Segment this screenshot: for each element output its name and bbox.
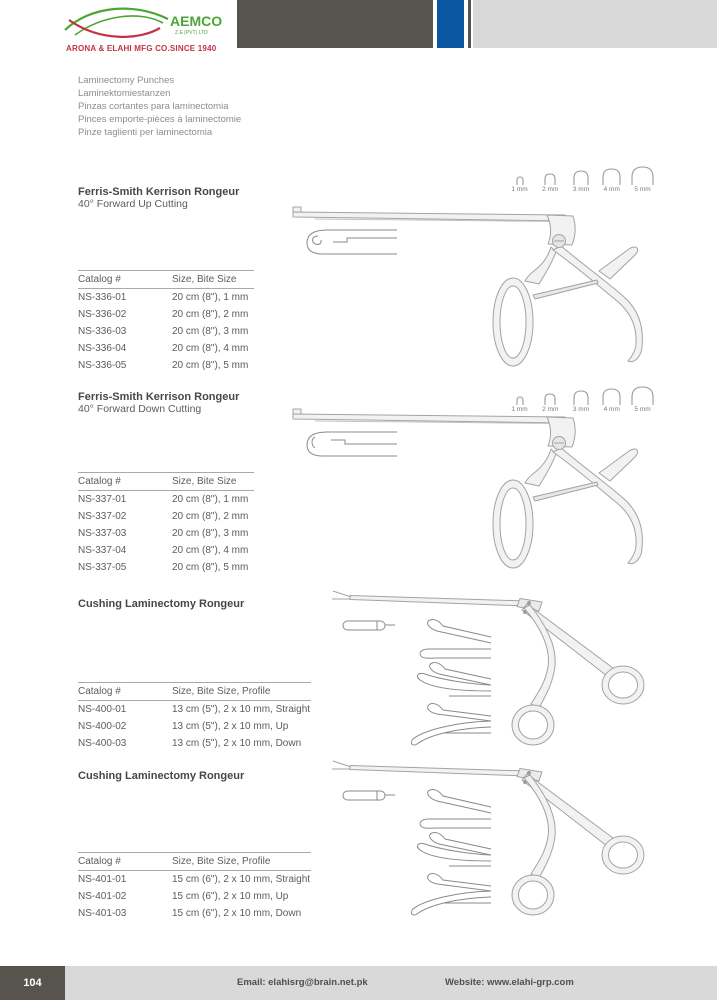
bite-size-label: 3 mm: [572, 186, 590, 193]
bite-size-4mm: [597, 168, 626, 193]
col-size: Size, Bite Size, Profile: [172, 686, 271, 697]
arch-icon: [631, 166, 654, 185]
arch-icon: [544, 173, 556, 185]
arch-icon: [573, 170, 589, 185]
arch-icon: [602, 168, 621, 185]
col-size: Size, Bite Size: [172, 274, 237, 285]
product-subtitle: 40° Forward Down Cutting: [78, 403, 202, 415]
table-header: [78, 852, 311, 871]
logo-subbrand-text: Z.E (PVT) LTD: [175, 30, 208, 36]
bite-size-label: 2 mm: [542, 406, 559, 413]
header-bar-dark: [237, 0, 433, 48]
bite-size-2mm: [536, 173, 565, 193]
kerrison-down-instrument-image: [285, 405, 690, 580]
product-name-languages: [78, 74, 241, 139]
company-logo: [62, 6, 242, 53]
col-catalog: Catalog #: [78, 686, 121, 697]
logo-tagline: ARONA & ELAHI MFG CO.SINCE 1940: [66, 44, 217, 53]
table-row: NS-336-02 20 cm (8"), 2 mm: [78, 309, 249, 320]
page-number-box: [0, 966, 65, 1000]
table-row: NS-401-02 15 cm (6"), 2 x 10 mm, Up: [78, 891, 289, 902]
bite-size-label: 5 mm: [634, 406, 651, 413]
table-row: NS-337-03 20 cm (8"), 3 mm: [78, 528, 249, 539]
section-4-title: [78, 770, 358, 782]
col-catalog: Catalog #: [78, 856, 121, 867]
catalog-table-ns400: [78, 682, 311, 752]
table-row: NS-337-02 20 cm (8"), 2 mm: [78, 511, 249, 522]
table-row: NS-336-04 20 cm (8"), 4 mm: [78, 343, 249, 354]
arch-icon: [516, 396, 524, 405]
product-title: Ferris-Smith Kerrison Rongeur: [78, 186, 240, 198]
bite-size-gauge: [505, 166, 657, 193]
page-number: 104: [23, 977, 42, 989]
catalog-table-ns336: [78, 270, 254, 374]
product-subtitle: 40° Forward Up Cutting: [78, 198, 188, 210]
arch-icon: [602, 388, 621, 405]
table-row: NS-337-01 20 cm (8"), 1 mm: [78, 494, 249, 505]
intro-line-de: Laminektomiestanzen: [78, 88, 171, 99]
cushing-instrument-image: [325, 758, 660, 918]
kerrison-up-instrument-image: [285, 203, 690, 378]
table-row: NS-336-01 20 cm (8"), 1 mm: [78, 292, 249, 303]
table-header: [78, 270, 254, 289]
arch-icon: [631, 386, 654, 405]
catalog-table-ns401: [78, 852, 311, 922]
bite-size-label: 1 mm: [511, 186, 528, 193]
table-header: [78, 472, 254, 491]
intro-line-en: Laminectomy Punches: [78, 75, 175, 86]
logo-swoosh-icon: [62, 6, 232, 38]
header-bar-light: [473, 0, 717, 48]
col-catalog: Catalog #: [78, 274, 121, 285]
bite-size-label: 1 mm: [511, 406, 528, 413]
table-row: NS-336-05 20 cm (8"), 5 mm: [78, 360, 249, 371]
table-row: NS-400-03 13 cm (5"), 2 x 10 mm, Down: [78, 738, 302, 749]
cushing-instrument-image: [325, 588, 660, 748]
bite-size-1mm: [505, 176, 534, 193]
product-title: Cushing Laminectomy Rongeur: [78, 598, 245, 610]
arch-icon: [573, 390, 589, 405]
bite-size-label: 4 mm: [603, 406, 620, 413]
col-size: Size, Bite Size, Profile: [172, 856, 271, 867]
bite-size-3mm: [567, 170, 596, 193]
logo-brand-text: AEMCO: [170, 13, 223, 29]
table-row: NS-401-03 15 cm (6"), 2 x 10 mm, Down: [78, 908, 302, 919]
catalog-table-ns337: [78, 472, 254, 576]
product-title: Ferris-Smith Kerrison Rongeur: [78, 391, 240, 403]
footer-website-link[interactable]: Website: www.elahi-grp.com: [445, 977, 574, 988]
footer-bar: [65, 966, 717, 1000]
table-row: NS-336-03 20 cm (8"), 3 mm: [78, 326, 249, 337]
bite-size-label: 4 mm: [603, 186, 620, 193]
col-catalog: Catalog #: [78, 476, 121, 487]
table-row: NS-337-04 20 cm (8"), 4 mm: [78, 545, 249, 556]
table-row: NS-400-02 13 cm (5"), 2 x 10 mm, Up: [78, 721, 289, 732]
arch-icon: [544, 393, 556, 405]
table-row: NS-337-05 20 cm (8"), 5 mm: [78, 562, 249, 573]
header-bar-stripe: [468, 0, 471, 48]
table-row: NS-401-01 15 cm (6"), 2 x 10 mm, Straight: [78, 874, 311, 885]
bite-size-label: 5 mm: [634, 186, 651, 193]
page-footer: [0, 966, 717, 1000]
intro-line-it: Pinze taglienti per laminectomia: [78, 127, 213, 138]
bite-size-5mm: [628, 166, 657, 193]
bite-size-label: 3 mm: [572, 406, 590, 413]
col-size: Size, Bite Size: [172, 476, 237, 487]
product-title: Cushing Laminectomy Rongeur: [78, 770, 245, 782]
header-bar-blue: [437, 0, 464, 48]
table-header: [78, 682, 311, 701]
footer-email-link[interactable]: Email: elahisrg@brain.net.pk: [237, 977, 368, 988]
intro-line-es: Pinzas cortantes para laminectomia: [78, 101, 229, 112]
arch-icon: [516, 176, 524, 185]
bite-size-label: 2 mm: [542, 186, 559, 193]
section-3-title: [78, 598, 358, 610]
intro-line-fr: Pinces emporte-pièces à laminectomie: [78, 114, 242, 125]
table-row: NS-400-01 13 cm (5"), 2 x 10 mm, Straight: [78, 704, 311, 715]
